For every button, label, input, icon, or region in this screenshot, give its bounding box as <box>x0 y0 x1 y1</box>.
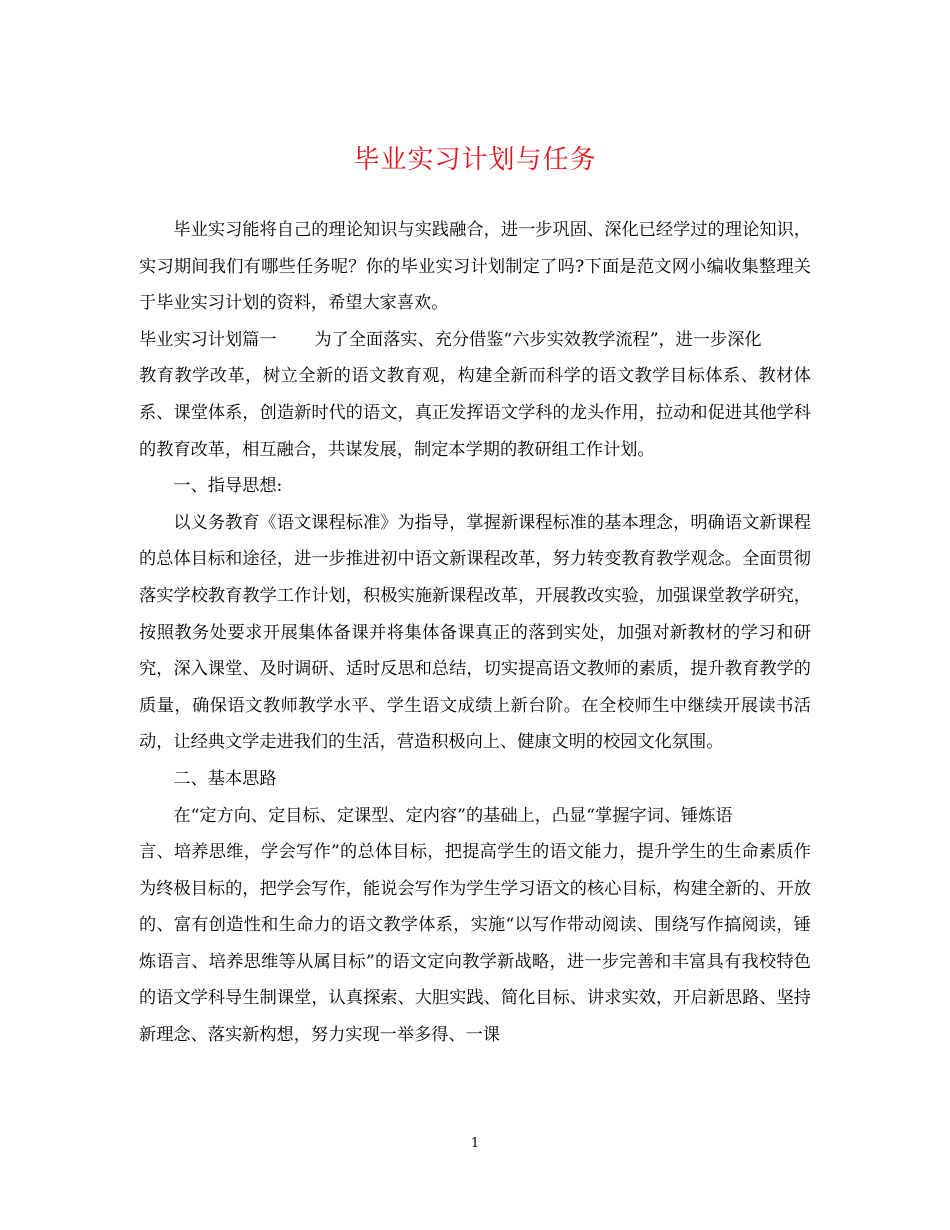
paragraph-basic-approach: 言、培养思维，学会写作”的总体目标，把提高学生的语文能力，提升学生的生命素质作为终极目标的，把学会写作，能说会写作为学生学习语文的核心目标，构建全新的、开放的、富有创造性和生命力的语文教学体系，实施“以写作带动阅读、围绕写作搞阅读，锤炼语言、培养思维等从属目标”的语文定向教学新战略，进一步完善和丰富具有我校特色的语文学科导生制课堂，认真探索、大胆实践、简化目标、讲求实效，开启新思路、坚持新理念、落实新构想，努力实现一举多得、一课 <box>139 842 811 1046</box>
paragraph-basic-approach-line1: 在“定方向、定目标、定课型、定内容”的基础上，凸显“掌握字词、锤炼语 <box>173 805 733 826</box>
page-number: 1 <box>470 1136 480 1151</box>
section-paragraph: 教育教学改革，树立全新的语文教育观，构建全新而科学的语文教学目标体系、教材体系、课堂体系，创造新时代的语文，真正发挥语文学科的龙头作用，拉动和促进其他学科的教育改革，相互融合，共谋发展，制定本学期的教研组工作计划。 <box>139 366 811 460</box>
section-first-line <box>139 322 811 359</box>
document-body <box>139 212 811 1054</box>
paragraph-guiding-ideology: 以义务教育《语文课程标准》为指导，掌握新课程标准的基本理念，明确语文新课程的总体目标和途径，进一步推进初中语文新课程改革，努力转变教育教学观念。全面贯彻落实学校教育教学工作计划，积极实施新课程改革，开展教改实验，加强课堂教学研究，按照教务处要求开展集体备课并将集体备课真正的落到实处，加强对新教材的学习和研究，深入课堂、及时调研、适时反思和总结，切实提高语文教师的素质，提升教育教学的质量，确保语文教师教学水平、学生语文成绩上新台阶。在全校师生中继续开展读书活动，让经典文学走进我们的生活，营造积极向上、健康文明的校园文化氛围。 <box>139 512 811 753</box>
section-heading: 毕业实习计划篇一 <box>139 329 277 350</box>
heading-basic-approach: 二、基本思路 <box>173 768 277 789</box>
intro-paragraph: 毕业实习能将自己的理论知识与实践融合，进一步巩固、深化已经学过的理论知识，实习期间我们有哪些任务呢？你的毕业实习计划制定了吗?下面是范文网小编收集整理关于毕业实习计划的资料，希望大家喜欢。 <box>139 220 811 314</box>
section-first-line-text: 为了全面落实、充分借鉴“六步实效教学流程”，进一步深化 <box>314 329 762 350</box>
document-title: 毕业实习计划与任务 <box>353 145 597 175</box>
heading-guiding-ideology: 一、指导思想: <box>173 476 283 497</box>
